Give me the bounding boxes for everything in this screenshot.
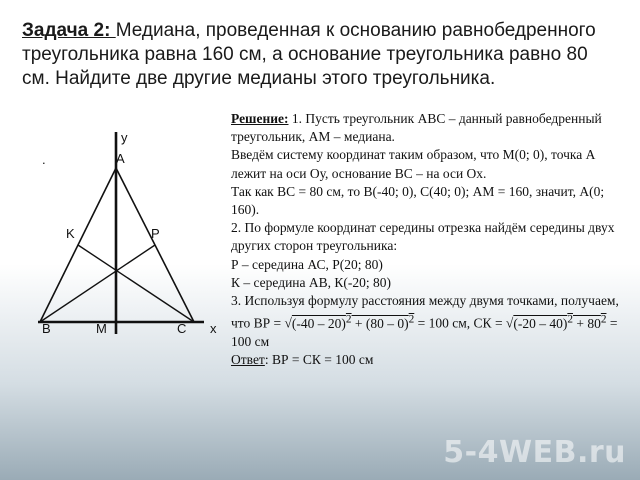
label-k: K xyxy=(66,226,75,241)
label-x: x xyxy=(210,321,217,336)
solution-p-midpoint: Р – середина АС, Р(20; 80) xyxy=(231,256,383,272)
label-p: P xyxy=(151,226,160,241)
solution-answer xyxy=(231,351,626,369)
bp-formula: (-40 – 20) xyxy=(291,315,346,331)
ck-exp1: 2 xyxy=(567,313,573,326)
step3-text: 3. Используя формулу расстояния между двумя точками, получаем, что ВР = √ xyxy=(231,293,619,331)
label-y: y xyxy=(121,130,128,145)
median-ck xyxy=(78,245,194,322)
bp-exp1: 2 xyxy=(345,313,352,326)
ck-result: = 100 см xyxy=(231,315,618,349)
solution-text xyxy=(231,110,626,369)
solution-step3 xyxy=(231,292,626,351)
solution-k-midpoint: К – середина АВ, К(-20; 80) xyxy=(231,274,392,290)
solution-step2: 2. По формуле координат середины отрезка найдём середины двух других сторон треугольника: xyxy=(231,220,615,254)
label-a: A xyxy=(116,151,125,166)
task-text: Медиана, проведенная к основанию равнобедренного треугольника равна 160 см, а основание треугольника равно 80 см. Найдите две другие медианы этого треугольника. xyxy=(22,20,596,89)
solution-coords-intro: Введём систему координат таким образом, что М(0; 0), точка А лежит на оси Оу, основание ВС – на оси Ох. xyxy=(231,147,596,181)
solution-heading: Решение: xyxy=(231,111,289,126)
ck-formula: (-20 – 40) xyxy=(513,315,568,331)
median-bp xyxy=(40,245,155,322)
label-dot: . xyxy=(42,152,46,167)
watermark-logo: 5-4WEB.ru xyxy=(443,435,626,470)
ck-plus: + 80 xyxy=(572,315,601,331)
ck-exp2: 2 xyxy=(600,313,607,326)
answer-text: : ВР = СК = 100 см xyxy=(264,352,374,368)
triangle-figure xyxy=(0,120,232,350)
answer-label: Ответ xyxy=(231,352,265,368)
ck-root xyxy=(513,313,607,331)
label-m: M xyxy=(96,321,107,336)
task-label: Задача 2: xyxy=(22,20,116,41)
bp-plus: + (80 – 0) xyxy=(351,315,409,331)
bp-result: = 100 см, СК = √ xyxy=(414,315,514,331)
triangle-diagram xyxy=(0,120,232,350)
bp-root xyxy=(291,313,415,331)
solution-step1-text: 1. Пусть треугольник АВС – данный равнобедренный треугольник, АМ – медиана. xyxy=(231,111,602,145)
label-c: C xyxy=(177,321,187,336)
label-b: B xyxy=(42,321,51,336)
task-statement xyxy=(22,19,620,91)
solution-step1 xyxy=(231,110,626,146)
bp-exp2: 2 xyxy=(408,313,415,326)
solution-coords-values: Так как ВС = 80 см, то В(-40; 0), С(40; 0); АМ = 160, значит, А(0; 160). xyxy=(231,183,605,218)
